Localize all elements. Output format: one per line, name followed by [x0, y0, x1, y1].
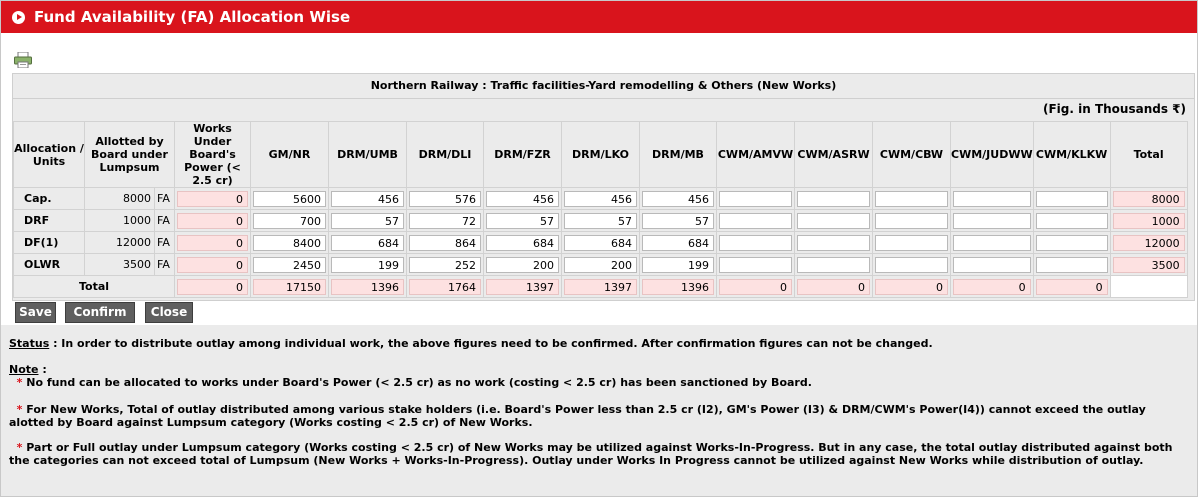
gm-nr-input[interactable]: 700	[253, 213, 326, 229]
cwm-asrw-input[interactable]	[797, 235, 870, 251]
cwm-cbw-input[interactable]	[875, 213, 948, 229]
col-allocation-units: Allocation / Units	[14, 122, 85, 188]
figure-unit-text: (Fig. in Thousands ₹)	[1043, 102, 1186, 116]
row-total-value: 8000	[1113, 191, 1185, 207]
status-text: : In order to distribute outlay among individual work, the above figures need to be confirmed. After confirmation figures can not be changed.	[49, 337, 933, 350]
col-drm-fzr: DRM/FZR	[484, 122, 562, 188]
circle-arrow-icon	[12, 11, 25, 24]
fa-label: FA	[155, 254, 175, 276]
confirm-button[interactable]: Confirm	[65, 302, 135, 323]
cwm-asrw-input[interactable]	[797, 213, 870, 229]
note-item	[9, 376, 1191, 389]
fa-label: FA	[155, 188, 175, 210]
cwm-klkw-input[interactable]	[1036, 257, 1108, 273]
row-unit: Cap.	[14, 188, 85, 210]
total-drm-mb: 1396	[642, 279, 714, 295]
gm-nr-input[interactable]: 2450	[253, 257, 326, 273]
col-drm-mb: DRM/MB	[640, 122, 717, 188]
cwm-judww-input[interactable]	[953, 191, 1031, 207]
table-row	[14, 254, 1188, 276]
row-total-value: 3500	[1113, 257, 1185, 273]
total-drm-dli: 1764	[409, 279, 481, 295]
col-cwm-amvw: CWM/AMVW	[717, 122, 795, 188]
table-row	[14, 232, 1188, 254]
fa-label: FA	[155, 210, 175, 232]
col-cwm-asrw: CWM/ASRW	[795, 122, 873, 188]
drm-fzr-input[interactable]: 57	[486, 213, 559, 229]
row-unit: DRF	[14, 210, 85, 232]
cwm-amvw-input[interactable]	[719, 213, 792, 229]
col-total: Total	[1110, 122, 1187, 188]
drm-dli-input[interactable]: 576	[409, 191, 481, 207]
drm-dli-input[interactable]: 864	[409, 235, 481, 251]
table-row	[14, 188, 1188, 210]
cwm-klkw-input[interactable]	[1036, 213, 1108, 229]
cwm-cbw-input[interactable]	[875, 235, 948, 251]
title-bar	[1, 1, 1197, 33]
works-under-input: 0	[177, 213, 248, 229]
total-cwm-cbw: 0	[875, 279, 948, 295]
total-gm-nr: 17150	[253, 279, 326, 295]
col-drm-lko: DRM/LKO	[562, 122, 640, 188]
note-item	[9, 441, 1191, 467]
col-works-under: Works Under Board's Power (< 2.5 cr)	[175, 122, 251, 188]
allotted-value: 12000	[85, 232, 155, 254]
cwm-klkw-input[interactable]	[1036, 191, 1108, 207]
drm-umb-input[interactable]: 456	[331, 191, 404, 207]
drm-lko-input[interactable]: 57	[564, 213, 637, 229]
drm-fzr-input[interactable]: 684	[486, 235, 559, 251]
col-drm-umb: DRM/UMB	[329, 122, 407, 188]
star-icon: *	[16, 403, 23, 416]
col-cwm-cbw: CWM/CBW	[873, 122, 951, 188]
note-item-text: For New Works, Total of outlay distributed among various stake holders (i.e. Board's Power less than 2.5 cr (I2), GM's Power (I3) & DRM/CWM's Power(I4)) cannot exceed the outlay alotted by Board against Lumpsum category (Works costing < 2.5 cr) of New Works.	[9, 403, 1146, 429]
cwm-amvw-input[interactable]	[719, 235, 792, 251]
gm-nr-input[interactable]: 8400	[253, 235, 326, 251]
col-allotted: Allotted by Board under Lumpsum	[85, 122, 175, 188]
cwm-amvw-input[interactable]	[719, 257, 792, 273]
note-colon: :	[38, 363, 47, 376]
works-under-input: 0	[177, 257, 248, 273]
drm-mb-input[interactable]: 684	[642, 235, 714, 251]
cwm-asrw-input[interactable]	[797, 191, 870, 207]
note-item	[9, 403, 1191, 429]
total-cwm-asrw: 0	[797, 279, 870, 295]
drm-lko-input[interactable]: 456	[564, 191, 637, 207]
col-cwm-klkw: CWM/KLKW	[1033, 122, 1110, 188]
empty-total-cell	[1110, 276, 1187, 298]
drm-mb-input[interactable]: 456	[642, 191, 714, 207]
gm-nr-input[interactable]: 5600	[253, 191, 326, 207]
printer-icon[interactable]	[14, 52, 32, 68]
drm-dli-input[interactable]: 252	[409, 257, 481, 273]
cwm-cbw-input[interactable]	[875, 257, 948, 273]
row-total-value: 12000	[1113, 235, 1185, 251]
table-row	[14, 210, 1188, 232]
total-cwm-klkw: 0	[1036, 279, 1108, 295]
fa-label: FA	[155, 232, 175, 254]
allocation-panel	[12, 73, 1195, 301]
allotted-value: 1000	[85, 210, 155, 232]
drm-umb-input[interactable]: 57	[331, 213, 404, 229]
col-drm-dli: DRM/DLI	[407, 122, 484, 188]
total-drm-umb: 1396	[331, 279, 404, 295]
total-drm-lko: 1397	[564, 279, 637, 295]
drm-fzr-input[interactable]: 456	[486, 191, 559, 207]
note-label: Note	[9, 363, 39, 376]
work-subheading: Northern Railway : Traffic facilities-Yard remodelling & Others (New Works)	[13, 74, 1194, 99]
drm-fzr-input[interactable]: 200	[486, 257, 559, 273]
total-cwm-amvw: 0	[719, 279, 792, 295]
drm-lko-input[interactable]: 200	[564, 257, 637, 273]
allotted-value: 3500	[85, 254, 155, 276]
cwm-asrw-input[interactable]	[797, 257, 870, 273]
row-unit: OLWR	[14, 254, 85, 276]
header-row	[14, 122, 1188, 188]
totals-row	[14, 276, 1188, 298]
cwm-cbw-input[interactable]	[875, 191, 948, 207]
total-cwm-judww: 0	[953, 279, 1031, 295]
star-icon: *	[16, 441, 23, 454]
window-title: Fund Availability (FA) Allocation Wise	[34, 8, 351, 26]
note-item-text: No fund can be allocated to works under Board's Power (< 2.5 cr) as no work (costing < 2.5 cr) has been sanctioned by Board.	[26, 376, 812, 389]
works-under-input: 0	[177, 191, 248, 207]
star-icon: *	[16, 376, 23, 389]
cwm-amvw-input[interactable]	[719, 191, 792, 207]
total-drm-fzr: 1397	[486, 279, 559, 295]
note-heading	[9, 363, 1191, 376]
drm-umb-input[interactable]: 684	[331, 235, 404, 251]
allotted-value: 8000	[85, 188, 155, 210]
row-total-value: 1000	[1113, 213, 1185, 229]
notes-panel	[1, 325, 1197, 496]
status-label: Status	[9, 337, 50, 350]
save-button[interactable]: Save	[15, 302, 56, 323]
note-item-text: Part or Full outlay under Lumpsum category (Works costing < 2.5 cr) of New Works may be utilized against Works-In-Progress. But in any case, the total outlay distributed against both the categories can not exceed total of Lumpsum (New Works + Works-In-Progress). Outlay under Works In Progress cannot be utilized against New Works while distribution of outlay.	[9, 441, 1173, 467]
cwm-judww-input[interactable]	[953, 235, 1031, 251]
cwm-klkw-input[interactable]	[1036, 235, 1108, 251]
totals-label: Total	[14, 276, 175, 298]
figure-unit-note	[1043, 102, 1186, 116]
row-unit: DF(1)	[14, 232, 85, 254]
total-works-under: 0	[177, 279, 248, 295]
works-under-input: 0	[177, 235, 248, 251]
cwm-judww-input[interactable]	[953, 257, 1031, 273]
drm-lko-input[interactable]: 684	[564, 235, 637, 251]
col-gm-nr: GM/NR	[251, 122, 329, 188]
status-line	[9, 337, 1191, 350]
drm-umb-input[interactable]: 199	[331, 257, 404, 273]
cwm-judww-input[interactable]	[953, 213, 1031, 229]
col-cwm-judww: CWM/JUDWW	[951, 122, 1034, 188]
drm-mb-input[interactable]: 199	[642, 257, 714, 273]
drm-dli-input[interactable]: 72	[409, 213, 481, 229]
allocation-table	[13, 121, 1188, 298]
close-button[interactable]: Close	[145, 302, 193, 323]
drm-mb-input[interactable]: 57	[642, 213, 714, 229]
